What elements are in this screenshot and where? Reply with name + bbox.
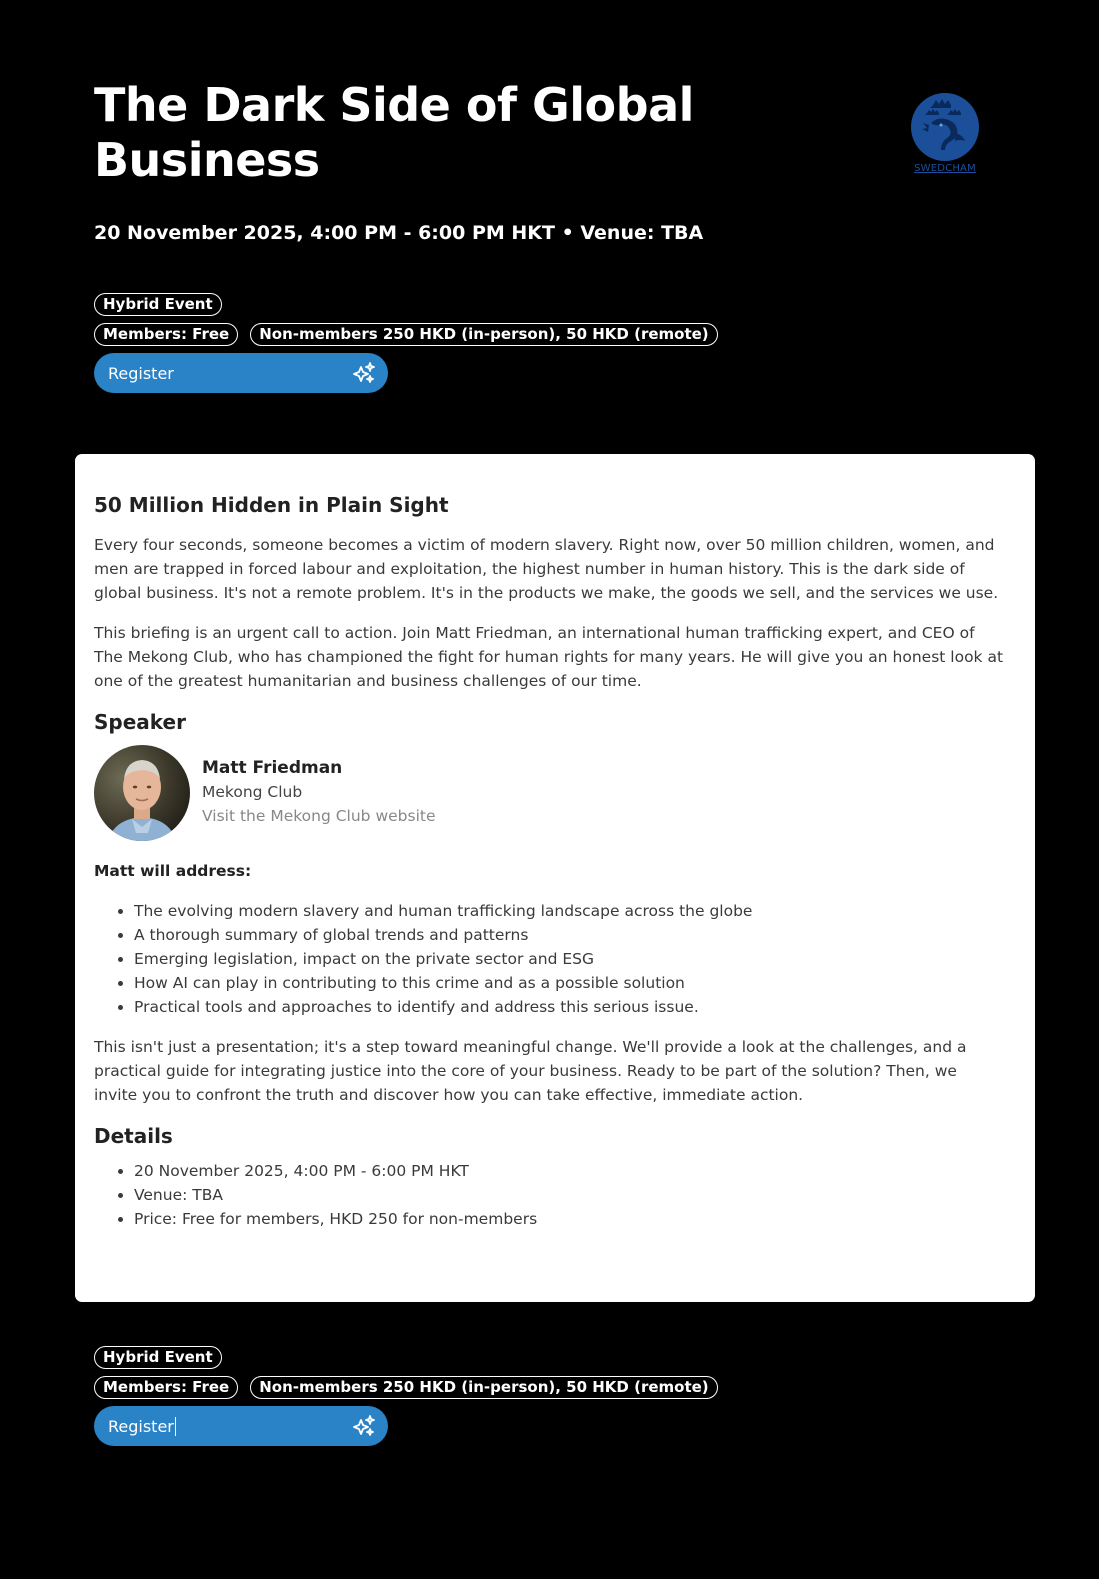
event-tags-bottom: [94, 1346, 718, 1446]
details-heading: Details: [94, 1124, 173, 1148]
hybrid-event-tag: Hybrid Event: [94, 293, 222, 316]
list-item: • How AI can play in contributing to this crime and as a possible solution: [134, 971, 1004, 995]
list-item: • Emerging legislation, impact on the private sector and ESG: [134, 947, 1004, 971]
sparkle-icon: [352, 361, 376, 385]
list-item: • Price: Free for members, HKD 250 for non-members: [134, 1207, 1004, 1231]
non-members-price-tag: Non-members 250 HKD (in-person), 50 HKD (remote): [250, 323, 717, 346]
content-heading: 50 Million Hidden in Plain Sight: [94, 493, 449, 517]
event-tags-top: [94, 293, 718, 393]
speaker-heading: Speaker: [94, 710, 186, 734]
list-item: • Venue: TBA: [134, 1183, 1004, 1207]
register-button-bottom[interactable]: [94, 1406, 388, 1446]
list-item: • A thorough summary of global trends and patterns: [134, 923, 1004, 947]
intro-paragraph-1: Every four seconds, someone becomes a victim of modern slavery. Right now, over 50 million children, women, and men are trapped in forced labour and exploitation, the highest number in human history. This is the dark side of global business. It's not a remote problem. It's in the products we make, the goods we sell, and the services we use.: [94, 536, 999, 602]
speaker-avatar: [94, 745, 190, 841]
list-item: • 20 November 2025, 4:00 PM - 6:00 PM HKT: [134, 1159, 1004, 1183]
details-list: [94, 1159, 1004, 1231]
speaker-name: Matt Friedman: [202, 758, 343, 778]
register-label: Register: [108, 1416, 174, 1436]
page-title: The Dark Side of Global Business: [94, 78, 694, 187]
sparkle-icon: [352, 1414, 376, 1438]
event-description-card: [75, 454, 1035, 1302]
mekong-club-website-link[interactable]: Visit the Mekong Club website: [202, 807, 436, 825]
list-item: • The evolving modern slavery and human trafficking landscape across the globe: [134, 899, 1004, 923]
event-header: [94, 78, 794, 245]
speaker-profile: [94, 745, 1004, 841]
register-button[interactable]: [94, 353, 388, 393]
members-price-tag: Members: Free: [94, 323, 238, 346]
address-topics-list: [94, 899, 1004, 1019]
address-label: Matt will address:: [94, 862, 252, 880]
event-date-venue: 20 November 2025, 4:00 PM - 6:00 PM HKT • Venue: TBA: [94, 222, 704, 244]
hybrid-event-tag: Hybrid Event: [94, 1346, 222, 1369]
closing-paragraph: This isn't just a presentation; it's a step toward meaningful change. We'll provide a look at the challenges, and a practical guide for integrating justice into the core of your business. Ready to be part of the solution? Then, we invite you to confront the truth and discover how you can take effective, immediate action.: [94, 1038, 967, 1104]
register-label: Register: [108, 363, 174, 383]
members-price-tag: Members: Free: [94, 1376, 238, 1399]
logo-text: SWEDCHAM: [914, 163, 976, 174]
swedcham-logo[interactable]: [905, 93, 985, 183]
list-item: • Practical tools and approaches to identify and address this serious issue.: [134, 995, 1004, 1019]
intro-paragraph-2: This briefing is an urgent call to action. Join Matt Friedman, an international human trafficking expert, and CEO of The Mekong Club, who has championed the fight for human rights for many years. He will give you an honest look at one of the greatest humanitarian and business challenges of our time.: [94, 624, 1004, 690]
non-members-price-tag: Non-members 250 HKD (in-person), 50 HKD (remote): [250, 1376, 717, 1399]
crowned-dragon-icon: [911, 93, 979, 161]
speaker-organization: Mekong Club: [202, 783, 303, 801]
